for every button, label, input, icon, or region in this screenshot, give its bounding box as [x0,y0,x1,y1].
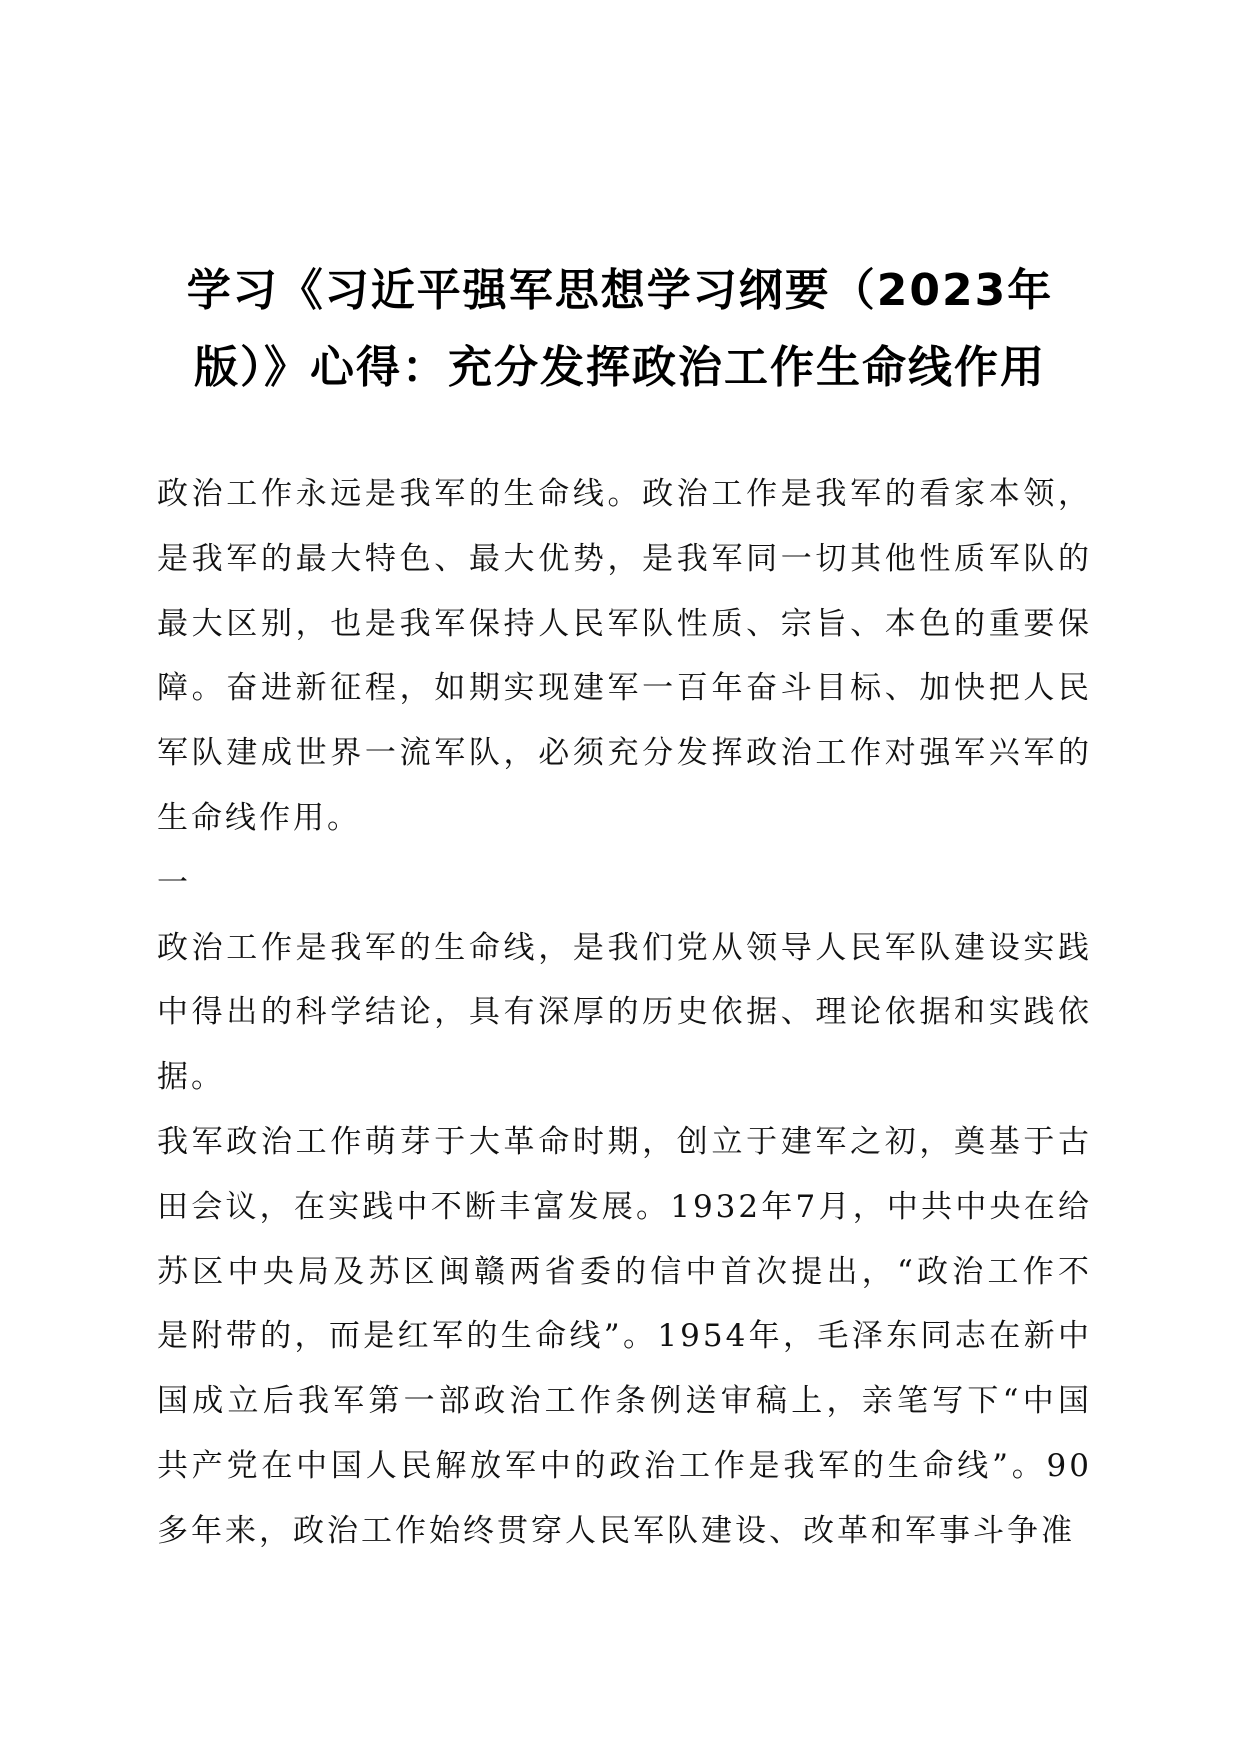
title-line-1: 学习《习近平强军思想学习纲要（2023年 [186,265,1054,316]
body-paragraph-lifeline: 政治工作是我军的生命线，是我们党从领导人民军队建设实践中得出的科学结论，具有深厚的历史依据、理论依据和实践依据。 [157,929,1092,1096]
document-body [157,462,1092,1564]
title-line-2: 版）》心得：充分发挥政治工作生命线作用 [194,342,1046,393]
body-paragraph-history: 我军政治工作萌芽于大革命时期，创立于建军之初，奠基于古田会议，在实践中不断丰富发展。1932年7月，中共中央在给苏区中央局及苏区闽赣两省委的信中首次提出，“政治工作不是附带的，而是红军的生命线”。1954年，毛泽东同志在新中国成立后我军第一部政治工作条例送审稿上，亲笔写下“中国共产党在中国人民解放军中的政治工作是我军的生命线”。90多年来，政治工作始终贯穿人民军队建设、改革和军事斗争准 [157,1123,1092,1549]
document-title [150,252,1090,406]
section-number-heading: 一 [157,864,191,901]
body-paragraph-intro: 政治工作永远是我军的生命线。政治工作是我军的看家本领，是我军的最大特色、最大优势，是我军同一切其他性质军队的最大区别，也是我军保持人民军队性质、宗旨、本色的重要保障。奋进新征程，如期实现建军一百年奋斗目标、加快把人民军队建成世界一流军队，必须充分发挥政治工作对强军兴军的生命线作用。 [157,476,1092,836]
